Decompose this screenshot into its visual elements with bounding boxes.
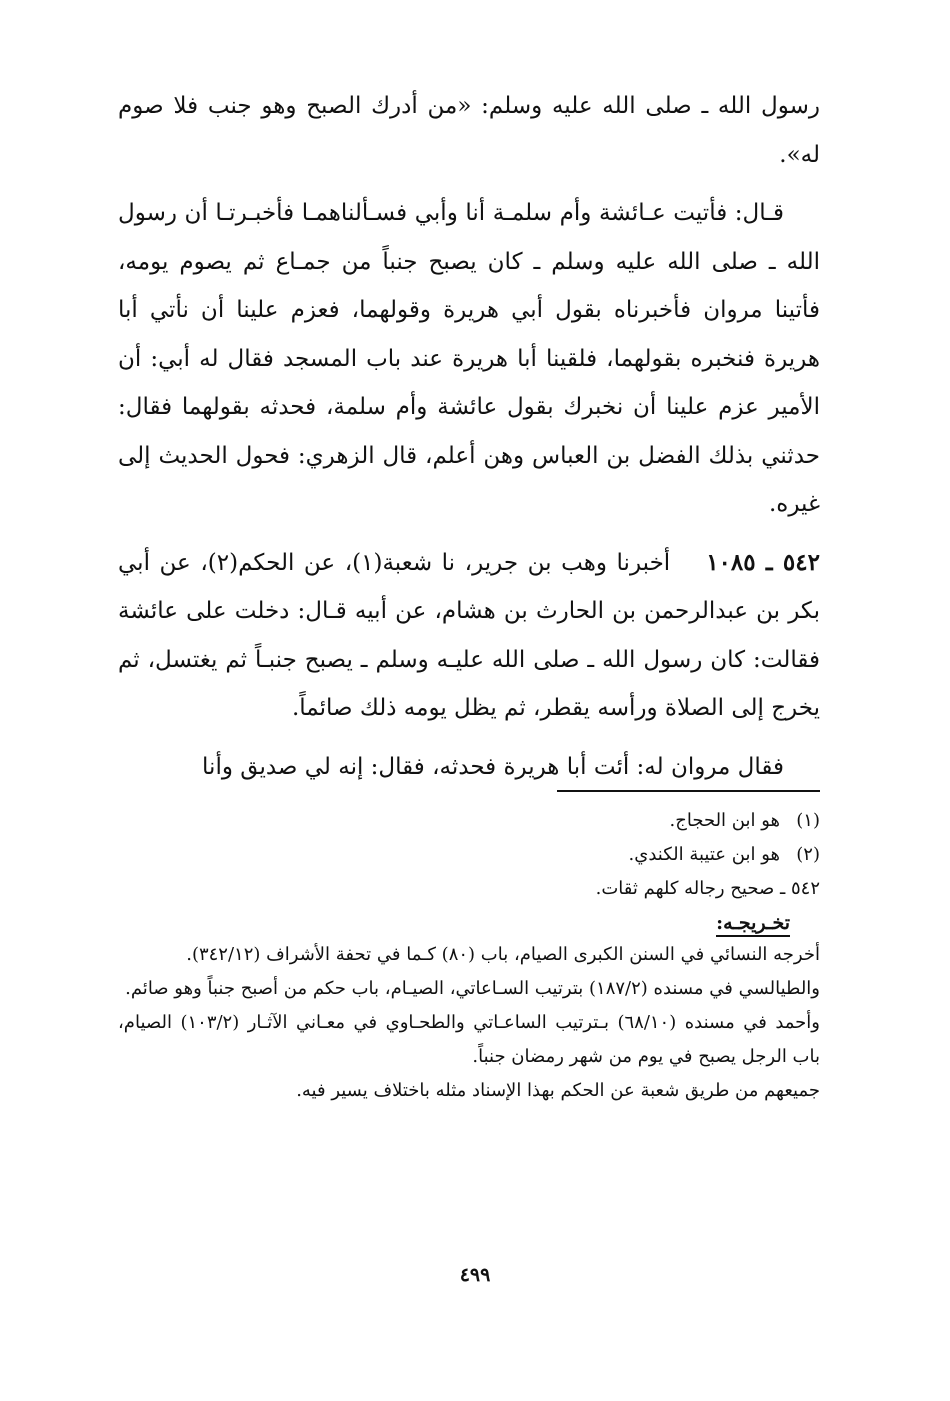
paragraph-2: قـال: فأتيت عـائشة وأم سلمـة أنا وأبي فسـألناهمـا فأخبـرتـا أن رسول الله ـ صلى الله عليه وسلم ـ كان يصبح جنباً من جمـاع ثم يصوم يومه، فأتينا مروان فأخبرناه بقول أبي هريرة وقولهما، فعزم علينا أن نأتي أبا هريرة فنخبره بقولهما، فلقينا أبا هريرة عند باب المسجد فقال له أبي: أن الأمير عزم علينا أن نخبرك بقول عائشة وأم سلمة، فحدثه بقولهما فقال: حدثني بذلك الفضل بن العباس وهن أعلم، قال الزهري: فحول الحديث إلى غيره. (118, 200, 820, 517)
footnote-separator (557, 790, 820, 792)
paragraph-1: رسول الله ـ صلى الله عليه وسلم: «من أدرك الصبح وهو جنب فلا صوم له». (118, 93, 820, 168)
takhrij-heading (118, 908, 790, 938)
hadith-number: ٥٤٢ ـ ١٠٨٥ (706, 548, 820, 576)
takhrij-paragraph-3: وأحمد في مسنده (٦٨/١٠) بـترتيب الساعـاتي والطحـاوي في معـاني الآثـار (١٠٣/٢) الصيام، باب الرجل يصبح في يوم من شهر رمضان جنباً. (118, 1012, 820, 1067)
footnote-2-text: هو ابن عتيبة الكندي. (628, 844, 780, 865)
footnote-1 (118, 804, 820, 838)
footnote-3-number: ٥٤٢ ـ (779, 878, 820, 899)
takhrij-paragraph-2: والطيالسي في مسنده (١٨٧/٢) بترتيب السـاعاتي، الصيـام، باب حكم من أصبح جنباً وهو صائم. (125, 978, 820, 999)
paragraph-4: فقال مروان له: أئت أبا هريرة فحدثه، فقال: إنه لي صديق وأنا (202, 753, 784, 780)
takhrij-paragraph-1: أخرجه النسائي في السنن الكبرى الصيام، باب (٨٠) كـما في تحفة الأشراف (٣٤٢/١٢). (186, 944, 820, 965)
takhrij-heading-text: تخـريجـه: (716, 912, 790, 937)
footnote-1-text: هو ابن الحجاج. (669, 810, 780, 831)
hadith-text: أخبرنا وهب بن جرير، نا شعبة(١)، عن الحكم(٢)، عن أبي بكر بن عبدالرحمن بن الحارث بن هشام، عن أبيه قـال: دخلت على عائشة فقالت: كان رسول الله ـ صلى الله عليـه وسلم ـ يصبح جنبـاً ثم يغتسل، ثم يخرج إلى الصلاة ورأسه يقطر، ثم يظل يومه ذلك صائماً. (118, 549, 820, 721)
footnotes (118, 804, 820, 1108)
footnote-3-text: صحيح رجاله كلهم ثقات. (595, 878, 775, 899)
takhrij-paragraph-4: جميعهم من طريق شعبة عن الحكم بهذا الإسناد مثله باختلاف يسير فيه. (296, 1080, 820, 1101)
footnote-1-number: (١) (796, 810, 820, 831)
footnote-2 (118, 838, 820, 872)
main-text (118, 82, 820, 791)
page-number: ٤٩٩ (459, 1264, 491, 1286)
page-body (118, 82, 820, 1101)
hadith-paragraph (118, 539, 820, 733)
footnote-2-number: (٢) (796, 844, 820, 865)
footnote-3 (118, 872, 820, 906)
